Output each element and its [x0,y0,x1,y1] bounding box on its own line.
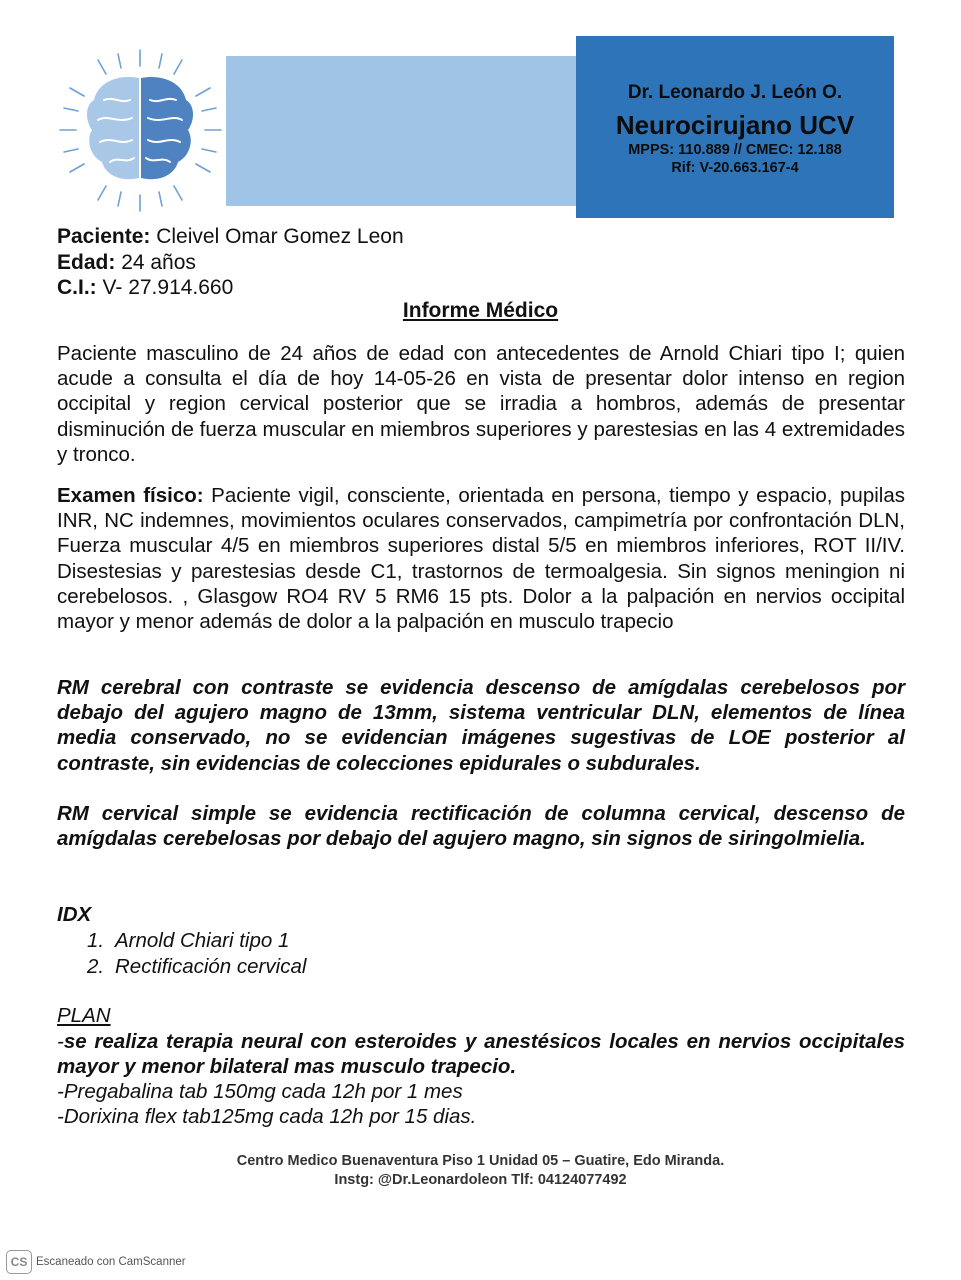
patient-id-label: C.I.: [57,276,97,299]
patient-id-row [57,275,404,301]
idx-item [57,954,306,980]
patient-age-row [57,250,404,276]
doctor-registry: MPPS: 110.889 // CMEC: 12.188 [628,141,842,158]
patient-id: V- 27.914.660 [102,276,234,299]
camscanner-watermark [6,1250,186,1274]
doctor-specialty: Neurocirujano UCV [615,109,855,140]
patient-age-label: Edad: [57,250,116,274]
doctor-name: Dr. Leonardo J. León O. [627,81,843,103]
exam-text: Paciente vigil, consciente, orientada en persona, tiempo y espacio, pupilas INR, NC indemnes, movimientos oculares conservados, campimetría por confrontación DLN, Fuerza muscular 4/5 en miembros superiores distal 5/5 en miembros inferiores, ROT II/IV. Disestesias y parestesias desde C1, trastornos de termoalgesia. Sin signos meningion ni cerebelosos. , Glasgow RO4 RV 5 RM6 15 pts. Dolor a la palpación en nervios occipital mayor y menor además de dolor a la palpación en musculo trapecio [57,484,905,634]
footer-address: Centro Medico Buenaventura Piso 1 Unidad 05 – Guatire, Edo Miranda. [236,1153,725,1169]
plan-item-dorixina: -Dorixina flex tab125mg cada 12h por 15 dias. [57,1105,477,1128]
patient-name-row [57,224,404,250]
brain-mri-paragraph: RM cerebral con contraste se evidencia descenso de amígdalas cerebelosos por debajo del agujero magno de 13mm, sistema ventricular DLN, elementos de línea media conservado, no se evidencian imágenes sugestivas de LOE posterior al contraste, sin evidencias de colecciones epidurales o subdurales. [57,676,905,775]
plan-item-neural-therapy-text: se realiza terapia neural con esteroides y anestésicos locales en nervios occipitales mayor y menor bilateral mas musculo trapecio. [57,1030,905,1079]
patient-info [57,224,404,301]
brain-icon [58,48,223,213]
plan-item-pregabalina: -Pregabalina tab 150mg cada 12h por 1 mes [57,1080,463,1103]
history-paragraph: Paciente masculino de 24 años de edad con antecedentes de Arnold Chiari tipo I; quien acude a consulta el día de hoy 14-05-26 en vista de presentar dolor intenso en region occipital y region cervical posterior que se irradia a hombros, además de presentar disminución de fuerza muscular en miembros superiores y parestesias en las 4 extremidades y tronco. [57,342,905,466]
cervical-mri-paragraph: RM cervical simple se evidencia rectificación de columna cervical, descenso de amígdalas cerebelosas por debajo del agujero magno, sin signos de siringolmielia. [57,802,905,851]
plan-item-neural-therapy [57,1029,905,1079]
plan-title: PLAN [57,1004,111,1027]
idx-title: IDX [57,903,92,926]
idx-list [57,928,306,979]
patient-name: Cleivel Omar Gomez Leon [156,225,404,248]
idx-item-text: Arnold Chiari tipo 1 [115,929,290,952]
patient-age: 24 años [121,250,196,274]
doctor-rif: Rif: V-20.663.167-4 [671,159,799,176]
exam-paragraph [57,483,905,634]
idx-item-text: Rectificación cervical [115,954,307,978]
patient-name-label: Paciente: [57,225,151,248]
camscanner-text: Escaneado con CamScanner [36,1256,186,1268]
exam-label: Examen físico: [57,484,204,507]
plan-item-dash: - [57,1030,64,1053]
header-band-dark [576,36,894,218]
report-title: Informe Médico [402,299,559,322]
camscanner-icon: CS [6,1250,32,1274]
idx-item-number: 2. [87,954,105,978]
idx-item-number: 1. [87,929,105,952]
idx-item [57,928,306,954]
footer-contact: Instg: @Dr.Leonardoleon Tlf: 04124077492 [334,1172,627,1188]
header-band-light [226,56,576,206]
